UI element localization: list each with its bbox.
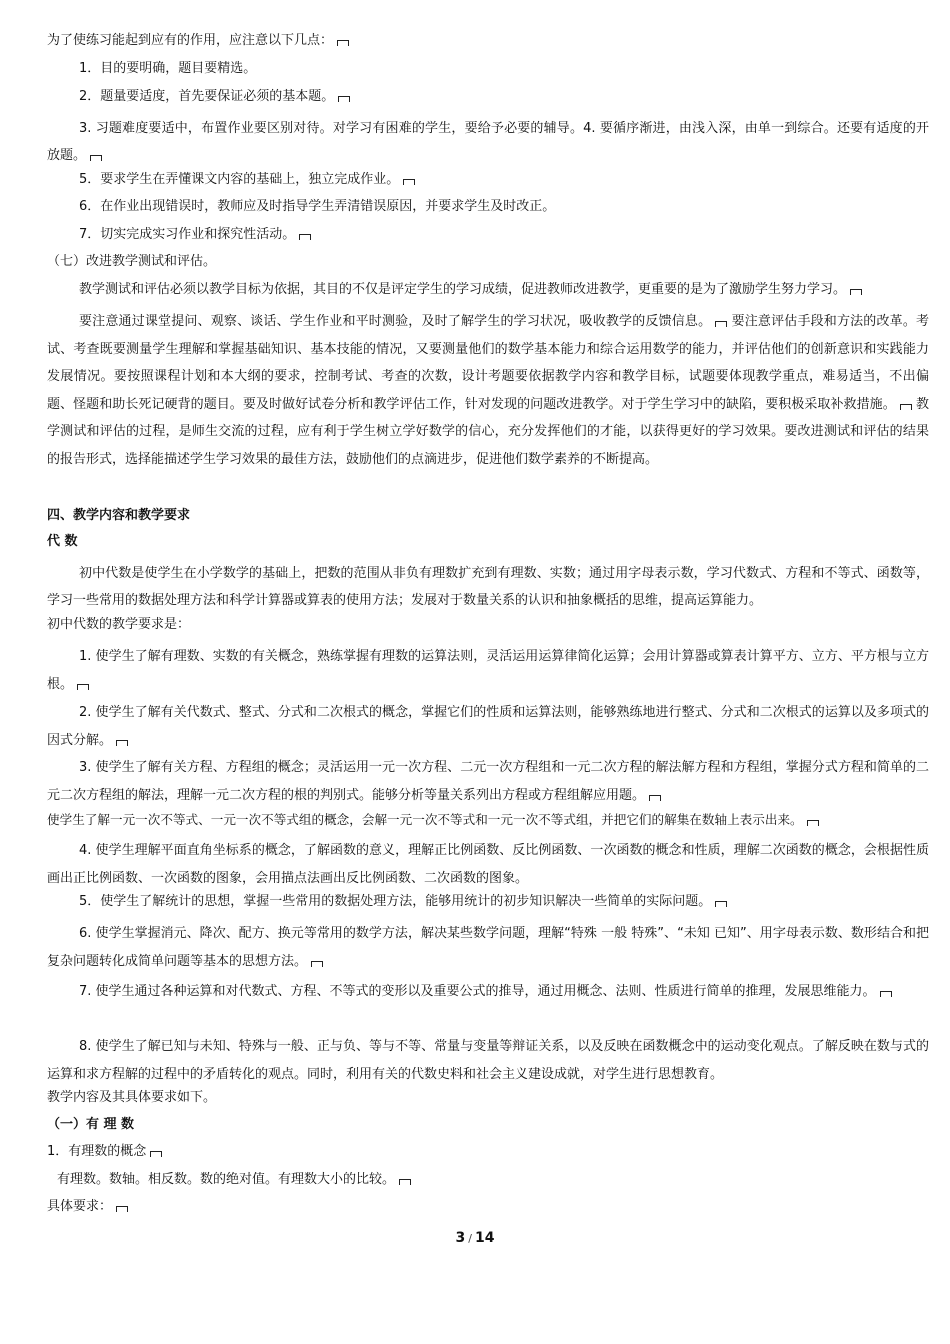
paragraph-mark-icon bbox=[338, 96, 350, 102]
subsection-heading: 1．有理数的概念 bbox=[47, 1143, 162, 1161]
list-item: 8. 使学生了解已知与未知、特殊与一般、正与负、等与不等、常量与变量等辩证关系，以及反映在函数概念中的运动变化观点。了解反映在数与式的运算和求方程解的过程中的矛盾转化的观点。同时，利用有关的代数史料和社会主义建设成就，对学生进行思想教育。 bbox=[47, 1039, 929, 1082]
list-item: 5．使学生了解统计的思想，掌握一些常用的数据处理方法，能够用统计的初步知识解决一些简单的实际问题。 bbox=[79, 893, 727, 911]
paragraph-mark-icon bbox=[116, 1206, 128, 1212]
paragraph-mark-icon bbox=[150, 1151, 162, 1157]
paragraph-mark-icon bbox=[116, 740, 128, 746]
section-heading: （七）改进教学测试和评估。 bbox=[47, 254, 217, 269]
list-item: 7．切实完成实习作业和探究性活动。 bbox=[79, 226, 311, 244]
paragraph-mark-icon bbox=[77, 684, 89, 690]
list-item: 3. 习题难度要适中，布置作业要区别对待。对学习有困难的学生，要给予必要的辅导。4. 要循序渐进，由浅入深，由单一到综合。还要有适度的开放题。 bbox=[47, 121, 929, 163]
paragraph-mark-icon bbox=[337, 40, 349, 46]
paragraph-mark-icon bbox=[850, 289, 862, 295]
list-item: 5．要求学生在弄懂课文内容的基础上，独立完成作业。 bbox=[79, 171, 415, 189]
paragraph: 初中代数是使学生在小学数学的基础上，把数的范围从非负有理数扩充到有理数、实数；通过用字母表示数，学习代数式、方程和不等式、函数等，学习一些常用的数据处理方法和科学计算器或算表的使用方法；发展对于数量关系的认识和抽象概括的思维，提高运算能力。 bbox=[47, 566, 929, 608]
paragraph-mark-icon bbox=[299, 234, 311, 240]
list-item: 3. 使学生了解有关方程、方程组的概念；灵活运用一元一次方程、二元一次方程组和一元二次方程的解法解方程和方程组，掌握分式方程和简单的二元二次方程组的解法，理解一元二次方程的根的判别式。能够分析等量关系列出方程或方程组解应用题。 bbox=[47, 760, 929, 803]
list-item: 1．目的要明确，题目要精选。 bbox=[79, 61, 257, 76]
section-heading: 代 数 bbox=[47, 534, 78, 549]
list-item: 2. 使学生了解有关代数式、整式、分式和二次根式的概念，掌握它们的性质和运算法则，能够熟练地进行整式、分式和二次根式的运算以及多项式的因式分解。 bbox=[47, 705, 929, 748]
paragraph: 有理数。数轴。相反数。数的绝对值。有理数大小的比较。 bbox=[57, 1171, 411, 1189]
paragraph-mark-icon bbox=[900, 404, 912, 410]
section-heading: （一）有 理 数 bbox=[47, 1117, 135, 1132]
list-item: 6．在作业出现错误时，教师应及时指导学生弄清错误原因，并要求学生及时改正。 bbox=[79, 199, 556, 214]
paragraph-mark-icon bbox=[403, 179, 415, 185]
paragraph-mark-icon bbox=[90, 155, 102, 161]
paragraph: 为了使练习能起到应有的作用，应注意以下几点： bbox=[47, 32, 349, 50]
list-item: 7. 使学生通过各种运算和对代数式、方程、不等式的变形以及重要公式的推导，通过用概念、法则、性质进行简单的推理，发展思维能力。 bbox=[47, 976, 929, 1007]
page-separator: / bbox=[468, 1232, 472, 1245]
paragraph-mark-icon bbox=[807, 820, 819, 826]
page-number bbox=[0, 1230, 950, 1246]
list-item: 6. 使学生掌握消元、降次、配方、换元等常用的数学方法，解决某些数学问题，理解“特殊 一般 特殊”、“未知 已知”、用字母表示数、数形结合和把复杂问题转化成简单问题等基本的思想方法。 bbox=[47, 926, 929, 969]
paragraph-mark-icon bbox=[715, 321, 727, 327]
paragraph-mark-icon bbox=[880, 991, 892, 997]
paragraph-mark-icon bbox=[715, 901, 727, 907]
paragraph-mark-icon bbox=[399, 1179, 411, 1185]
paragraph: 要注意通过课堂提问、观察、谈话、学生作业和平时测验，及时了解学生的学习状况，吸收教学的反馈信息。 要注意评估手段和方法的改革。考试、考查既要测量学生理解和掌握基础知识、基本技能的情况，又要测量他们的数学基本能力和综合运用数学的能力，并评估他们的创新意识和实践能力发展情况。要按照课程计划和本大纲的要求，控制考试、考查的次数，设计考题要依据教学内容和教学目标，试题要体现教学重点，难易适当，不出偏题、怪题和助长死记硬背的题目。要及时做好试卷分析和教学评估工作，针对发现的问题改进教学。对于学生学习中的缺陷，要积极采取补救措施。 教学测试和评估的过程，是师生交流的过程，应有利于学生树立学好数学的信心，充分发挥他们的才能，以获得更好的学习效果。要改进测试和评估的结果的报告形式，选择能描述学生学习效果的最佳方法，鼓励他们的点滴进步，促进他们数学素养的不断提高。 bbox=[47, 314, 929, 467]
paragraph: 教学内容及其具体要求如下。 bbox=[47, 1090, 217, 1105]
page-total: 14 bbox=[474, 1230, 495, 1246]
paragraph-mark-icon bbox=[311, 961, 323, 967]
paragraph: 具体要求： bbox=[47, 1198, 128, 1216]
paragraph: 使学生了解一元一次不等式、一元一次不等式组的概念，会解一元一次不等式和一元一次不等式组，并把它们的解集在数轴上表示出来。 bbox=[47, 811, 819, 829]
list-item: 4. 使学生理解平面直角坐标系的概念，了解函数的意义，理解正比例函数、反比例函数、一次函数的概念和性质，理解二次函数的概念，会根据性质画出正比例函数、一次函数的图象，会用描点法画出反比例函数、二次函数的图象。 bbox=[47, 843, 929, 886]
paragraph-mark-icon bbox=[649, 795, 661, 801]
list-item: 2．题量要适度，首先要保证必须的基本题。 bbox=[79, 88, 350, 106]
chapter-heading: 四、教学内容和教学要求 bbox=[47, 508, 191, 523]
list-item: 1. 使学生了解有理数、实数的有关概念，熟练掌握有理数的运算法则，灵活运用运算律简化运算；会用计算器或算表计算平方、立方、平方根与立方根。 bbox=[47, 649, 929, 692]
paragraph: 教学测试和评估必须以教学目标为依据，其目的不仅是评定学生的学习成绩，促进教师改进教学，更重要的是为了激励学生努力学习。 bbox=[79, 281, 862, 299]
page-current: 3 bbox=[455, 1230, 466, 1246]
paragraph: 初中代数的教学要求是： bbox=[47, 617, 191, 632]
